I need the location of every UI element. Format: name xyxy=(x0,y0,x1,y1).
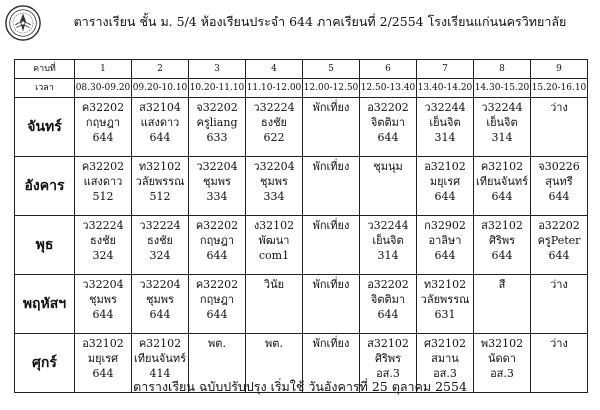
subject-code: วินัย xyxy=(263,278,285,291)
teacher-name: เย็นจิต xyxy=(486,116,518,129)
teacher-name: แสงดาว xyxy=(140,116,180,129)
room-number: 512 xyxy=(92,190,114,203)
subject-code: ส32102 xyxy=(481,219,523,232)
room-number: 644 xyxy=(377,308,399,321)
subject-code: ว32224 xyxy=(139,219,181,232)
class-cell xyxy=(360,98,417,157)
teacher-name: เย็นจิต xyxy=(429,116,461,129)
time-slot: 12.00-12.50 xyxy=(303,79,360,98)
room-number: 324 xyxy=(92,249,114,262)
class-cell xyxy=(75,157,132,216)
teacher-name: อาลิษา xyxy=(428,234,462,247)
class-cell xyxy=(75,98,132,157)
subject-code: ค32102 xyxy=(480,160,524,173)
class-cell xyxy=(303,275,360,334)
time-slot: 14.30-15.20 xyxy=(474,79,531,98)
time-header-row xyxy=(15,79,588,98)
subject-code: พต. xyxy=(208,337,226,350)
room-number: 644 xyxy=(206,308,228,321)
room-number: 644 xyxy=(377,131,399,144)
room-number: 314 xyxy=(491,131,513,144)
teacher-name: วลัยพรรณ xyxy=(135,175,185,188)
time-label: เวลา xyxy=(15,79,75,98)
room-number: 644 xyxy=(149,308,171,321)
period-label: คาบที่ xyxy=(15,60,75,79)
subject-code: ง32102 xyxy=(253,219,295,232)
class-cell xyxy=(75,275,132,334)
room-number: 644 xyxy=(434,249,456,262)
teacher-name: ชุมพร xyxy=(146,293,174,306)
time-slot: 10.20-11.10 xyxy=(189,79,246,98)
subject-code: อ32202 xyxy=(367,101,409,114)
school-seal-icon xyxy=(4,4,42,42)
class-cell xyxy=(132,216,189,275)
subject-code: พักเที่ยง xyxy=(312,219,350,232)
class-cell xyxy=(531,98,588,157)
room-number: 644 xyxy=(491,190,513,203)
subject-code: ว32204 xyxy=(253,160,295,173)
class-cell xyxy=(531,157,588,216)
room-number: 334 xyxy=(206,190,228,203)
class-cell xyxy=(474,216,531,275)
class-cell xyxy=(531,275,588,334)
subject-code: พ32102 xyxy=(480,337,524,350)
teacher-name: แสงดาว xyxy=(83,175,123,188)
subject-code: ส32104 xyxy=(139,101,181,114)
day-name: ศุกร์ xyxy=(15,334,75,393)
subject-code: ว32244 xyxy=(424,101,466,114)
period-number: 9 xyxy=(531,60,588,79)
class-cell xyxy=(303,98,360,157)
teacher-name: ศิริพร xyxy=(488,234,516,247)
class-cell xyxy=(189,157,246,216)
period-number: 5 xyxy=(303,60,360,79)
teacher-name: เย็นจิต xyxy=(372,234,404,247)
teacher-name: เทียนจันทร์ xyxy=(133,352,187,365)
teacher-name: มยุเรศ xyxy=(87,352,119,365)
teacher-name: ชุมพร xyxy=(260,175,288,188)
subject-code: สี xyxy=(498,278,506,291)
period-number: 3 xyxy=(189,60,246,79)
subject-code: ค32202 xyxy=(195,278,239,291)
subject-code: พต. xyxy=(265,337,283,350)
time-slot: 08.30-09.20 xyxy=(75,79,132,98)
subject-code: ท32102 xyxy=(138,160,182,173)
room-number: 631 xyxy=(434,308,456,321)
subject-code: ค32202 xyxy=(195,219,239,232)
teacher-name: ชุมพร xyxy=(89,293,117,306)
day-row xyxy=(15,275,588,334)
class-cell xyxy=(189,98,246,157)
time-slot: 13.40-14.20 xyxy=(417,79,474,98)
class-cell xyxy=(360,157,417,216)
room-number: 512 xyxy=(149,190,171,203)
class-cell xyxy=(474,157,531,216)
room-number: 622 xyxy=(263,131,285,144)
class-cell xyxy=(246,216,303,275)
subject-code: จ32202 xyxy=(196,101,238,114)
teacher-name: กฤษฎา xyxy=(199,234,235,247)
subject-code: ว32204 xyxy=(196,160,238,173)
room-number: 314 xyxy=(377,249,399,262)
subject-code: ก32902 xyxy=(424,219,466,232)
room-number: 633 xyxy=(206,131,228,144)
room-number: 644 xyxy=(206,249,228,262)
room-number: 314 xyxy=(434,131,456,144)
class-cell xyxy=(531,216,588,275)
class-cell xyxy=(360,216,417,275)
day-name: พุธ xyxy=(15,216,75,275)
subject-code: พักเที่ยง xyxy=(312,278,350,291)
class-cell xyxy=(75,216,132,275)
room-number: อส.3 xyxy=(376,367,400,380)
subject-code: พักเที่ยง xyxy=(312,160,350,173)
time-slot: 12.50-13.40 xyxy=(360,79,417,98)
subject-code: ว32204 xyxy=(139,278,181,291)
class-cell xyxy=(303,157,360,216)
class-cell xyxy=(189,216,246,275)
period-number: 6 xyxy=(360,60,417,79)
subject-code: ว32224 xyxy=(82,219,124,232)
subject-code: ค32202 xyxy=(81,101,125,114)
teacher-name: ชุมพร xyxy=(203,175,231,188)
class-cell xyxy=(246,98,303,157)
room-number: 414 xyxy=(149,367,171,380)
subject-code: ว32244 xyxy=(367,219,409,232)
class-cell xyxy=(246,157,303,216)
class-cell xyxy=(246,275,303,334)
time-slot: 15.20-16.10 xyxy=(531,79,588,98)
day-name: จันทร์ xyxy=(15,98,75,157)
teacher-name: จิตติมา xyxy=(370,116,406,129)
class-cell xyxy=(132,275,189,334)
subject-code: พักเที่ยง xyxy=(312,337,350,350)
class-cell xyxy=(189,275,246,334)
teacher-name: วลัยพรรณ xyxy=(420,293,470,306)
period-number: 4 xyxy=(246,60,303,79)
class-cell xyxy=(417,275,474,334)
period-number: 1 xyxy=(75,60,132,79)
class-cell xyxy=(417,216,474,275)
class-cell xyxy=(474,98,531,157)
subject-code: ส32102 xyxy=(367,337,409,350)
subject-code: ว่าง xyxy=(550,101,568,114)
room-number: 324 xyxy=(149,249,171,262)
teacher-name: นัดดา xyxy=(488,352,516,365)
day-row xyxy=(15,157,588,216)
room-number: com1 xyxy=(258,249,290,262)
class-cell xyxy=(417,157,474,216)
teacher-name: มยุเรศ xyxy=(429,175,461,188)
class-cell xyxy=(132,157,189,216)
subject-code: อ32202 xyxy=(367,278,409,291)
teacher-name: พัฒนา xyxy=(258,234,290,247)
teacher-name: ศิริพร xyxy=(374,352,402,365)
day-name: พฤหัสฯ xyxy=(15,275,75,334)
subject-code: ว32204 xyxy=(82,278,124,291)
subject-code: ค32202 xyxy=(81,160,125,173)
page-title: ตารางเรียน ชั้น ม. 5/4 ห้องเรียนประจำ 644 ภาคเรียนที่ 2/2554 โรงเรียนแก่นนครวิทยาลัย xyxy=(73,14,567,29)
subject-code: อ32102 xyxy=(424,160,466,173)
teacher-name: ธงชัย xyxy=(261,116,287,129)
room-number: 644 xyxy=(92,308,114,321)
time-slot: 11.10-12.00 xyxy=(246,79,303,98)
room-number: 644 xyxy=(491,249,513,262)
room-number: 334 xyxy=(263,190,285,203)
subject-code: ว32224 xyxy=(253,101,295,114)
room-number: อส.3 xyxy=(433,367,457,380)
subject-code: อ32102 xyxy=(82,337,124,350)
room-number: 644 xyxy=(434,190,456,203)
class-cell xyxy=(132,98,189,157)
teacher-name: จิตติมา xyxy=(370,293,406,306)
timetable xyxy=(14,59,588,393)
subject-code: ท32102 xyxy=(423,278,467,291)
period-number: 7 xyxy=(417,60,474,79)
time-slot: 09.20-10.10 xyxy=(132,79,189,98)
subject-code: พักเที่ยง xyxy=(312,101,350,114)
subject-code: ว่าง xyxy=(550,337,568,350)
teacher-name: ธงชัย xyxy=(90,234,116,247)
room-number: 644 xyxy=(548,190,570,203)
day-row xyxy=(15,98,588,157)
teacher-name: เทียนจันทร์ xyxy=(475,175,529,188)
room-number: อส.3 xyxy=(490,367,514,380)
period-header-row xyxy=(15,60,588,79)
room-number: 644 xyxy=(548,249,570,262)
teacher-name: สมาน xyxy=(431,352,459,365)
class-cell xyxy=(474,275,531,334)
room-number: 644 xyxy=(149,131,171,144)
class-cell xyxy=(360,275,417,334)
day-row xyxy=(15,216,588,275)
class-cell xyxy=(417,98,474,157)
teacher-name: สุนทรี xyxy=(545,175,573,188)
teacher-name: กฤษฎา xyxy=(199,293,235,306)
subject-code: อ32202 xyxy=(538,219,580,232)
subject-code: ว32244 xyxy=(481,101,523,114)
subject-code: ว่าง xyxy=(550,278,568,291)
room-number: 644 xyxy=(92,367,114,380)
teacher-name: ธงชัย xyxy=(147,234,173,247)
subject-code: จ30226 xyxy=(538,160,580,173)
teacher-name: กฤษฎา xyxy=(85,116,121,129)
teacher-name: ครูliang xyxy=(196,116,238,129)
class-cell xyxy=(303,216,360,275)
teacher-name: ครูPeter xyxy=(537,234,581,247)
day-name: อังคาร xyxy=(15,157,75,216)
period-number: 8 xyxy=(474,60,531,79)
period-number: 2 xyxy=(132,60,189,79)
subject-code: ศ32102 xyxy=(424,337,466,350)
subject-code: ค32102 xyxy=(138,337,182,350)
room-number: 644 xyxy=(92,131,114,144)
footer-note: ตารางเรียน ฉบับปรับปรุง เริ่มใช้ วันอังคารที่ 25 ตุลาคม 2554 xyxy=(133,379,467,394)
subject-code: ชุมนุม xyxy=(373,160,403,173)
